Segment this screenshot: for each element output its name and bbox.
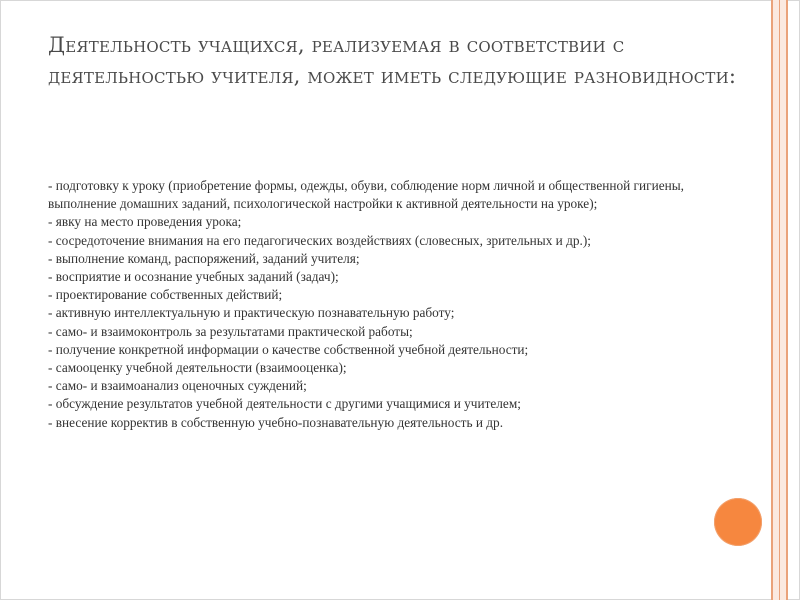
list-item: - подготовку к уроку (приобретение формы, одежды, обуви, соблюдение норм личной и общественной гигиены, выполнение домашних заданий, психологической настройки к активной деятельности на уроке); — [48, 178, 684, 212]
decorative-stripe-middle — [779, 0, 780, 600]
list-item: - активную интеллектуальную и практическую познавательную работу; — [48, 305, 455, 321]
list-item: - явку на место проведения урока; — [48, 214, 242, 230]
decorative-orange-circle — [714, 498, 762, 546]
list-item: - восприятие и осознание учебных заданий (задач); — [48, 269, 339, 285]
list-item: - само- и взаимоанализ оценочных суждений; — [48, 378, 307, 394]
slide-title: Деятельность учащихся, реализуемая в соответствии с деятельностью учителя, может иметь следующие разновидности: — [48, 33, 737, 88]
decorative-stripe-right — [786, 0, 788, 600]
list-item: - внесение корректив в собственную учебно-познавательную деятельность и др. — [48, 414, 504, 430]
list-item: - обсуждение результатов учебной деятельности с другими учащимися и учителем; — [48, 396, 521, 412]
activity-list — [48, 177, 738, 432]
list-item: - сосредоточение внимания на его педагогических воздействиях (словесных, зрительных и др.); — [48, 232, 591, 248]
list-item: - проектирование собственных действий; — [48, 287, 283, 303]
decorative-stripe-left — [771, 0, 773, 600]
list-item: - само- и взаимоконтроль за результатами практической работы; — [48, 323, 413, 339]
decorative-stripe-band — [773, 0, 787, 600]
list-item: - выполнение команд, распоряжений, заданий учителя; — [48, 250, 360, 266]
list-item: - получение конкретной информации о качестве собственной учебной деятельности; — [48, 341, 529, 357]
list-item: - самооценку учебной деятельности (взаимооценка); — [48, 360, 347, 376]
